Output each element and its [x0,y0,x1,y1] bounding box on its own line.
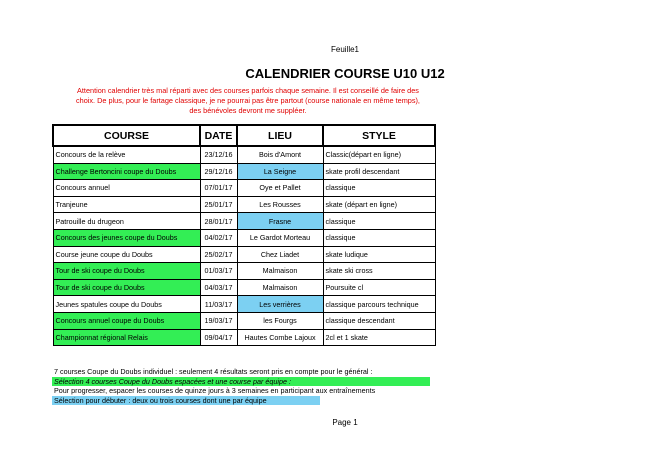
notes [52,367,430,405]
table-row [53,196,435,213]
cell-course: Concours annuel coupe du Doubs [53,312,200,329]
cell-lieu: Le Gardot Morteau [237,229,323,246]
table-row [53,213,435,230]
cell-date: 04/02/17 [200,229,237,246]
cell-lieu: Malmaison [237,263,323,280]
calendar-table [52,124,436,346]
cell-style: Classic(départ en ligne) [323,146,435,163]
table-row [53,246,435,263]
note-line-highlighted: Sélection pour débuter : deux ou trois courses dont une par équipe [52,396,320,406]
note-line-highlighted: Sélection 4 courses Coupe du Doubs espacées et une course par équipe : [52,377,430,387]
cell-date: 29/12/16 [200,163,237,180]
cell-style: classique parcours technique [323,296,435,313]
cell-course: Tranjeune [53,196,200,213]
table-header-row [53,125,435,146]
page-footer: Page 1 [332,418,358,427]
table-row [53,229,435,246]
sheet-name: Feuille1 [330,45,359,54]
cell-course: Concours de la relève [53,146,200,163]
cell-date: 28/01/17 [200,213,237,230]
table-row [53,163,435,180]
cell-style: skate (départ en ligne) [323,196,435,213]
cell-course: Course jeune coupe du Doubs [53,246,200,263]
table-row [53,180,435,197]
header-style: STYLE [323,125,435,146]
cell-date: 23/12/16 [200,146,237,163]
cell-lieu: La Seigne [237,163,323,180]
cell-lieu: les Fourgs [237,312,323,329]
cell-course: Tour de ski coupe du Doubs [53,263,200,280]
table-row [53,296,435,313]
warning-text [50,86,446,116]
cell-date: 11/03/17 [200,296,237,313]
cell-style: skate ski cross [323,263,435,280]
table-row [53,329,435,346]
cell-style: classique [323,180,435,197]
cell-course: Concours annuel [53,180,200,197]
cell-course: Concours des jeunes coupe du Doubs [53,229,200,246]
cell-date: 04/03/17 [200,279,237,296]
cell-course: Patrouille du drugeon [53,213,200,230]
cell-lieu: Malmaison [237,279,323,296]
cell-date: 19/03/17 [200,312,237,329]
table-row [53,279,435,296]
header-lieu: LIEU [237,125,323,146]
cell-lieu: Frasne [237,213,323,230]
cell-lieu: Chez Liadet [237,246,323,263]
cell-date: 07/01/17 [200,180,237,197]
cell-style: Poursuite cl [323,279,435,296]
cell-lieu: Les Rousses [237,196,323,213]
cell-course: Tour de ski coupe du Doubs [53,279,200,296]
cell-course: Challenge Bertoncini coupe du Doubs [53,163,200,180]
cell-date: 25/01/17 [200,196,237,213]
table-row [53,263,435,280]
cell-date: 25/02/17 [200,246,237,263]
cell-style: classique [323,229,435,246]
table-row [53,146,435,163]
cell-style: classique [323,213,435,230]
cell-course: Jeunes spatules coupe du Doubs [53,296,200,313]
cell-date: 01/03/17 [200,263,237,280]
cell-lieu: Les verrières [237,296,323,313]
note-line: 7 courses Coupe du Doubs individuel : seulement 4 résultats seront pris en compte pour le général : [54,367,373,376]
cell-lieu: Bois d'Amont [237,146,323,163]
cell-style: 2cl et 1 skate [323,329,435,346]
cell-course: Championnat régional Relais [53,329,200,346]
warning-line: Attention calendrier très mal réparti avec des courses parfois chaque semaine. Il est conseillé de faire des [77,86,419,95]
header-course: COURSE [53,125,200,146]
header-date: DATE [200,125,237,146]
warning-line: des bénévoles devront me suppléer. [189,106,307,115]
cell-style: classique descendant [323,312,435,329]
note-line: Pour progresser, espacer les courses de quinze jours à 3 semaines en participant aux entraînements [54,386,376,396]
page-title: CALENDRIER COURSE U10 U12 [245,66,445,81]
cell-lieu: Oye et Pallet [237,180,323,197]
table-row [53,312,435,329]
cell-date: 09/04/17 [200,329,237,346]
cell-style: skate ludique [323,246,435,263]
cell-lieu: Hautes Combe Lajoux [237,329,323,346]
cell-style: skate profil descendant [323,163,435,180]
warning-line: choix. De plus, pour le fartage classique, je ne pourrai pas être partout (course nationale en même temps), [76,96,420,105]
